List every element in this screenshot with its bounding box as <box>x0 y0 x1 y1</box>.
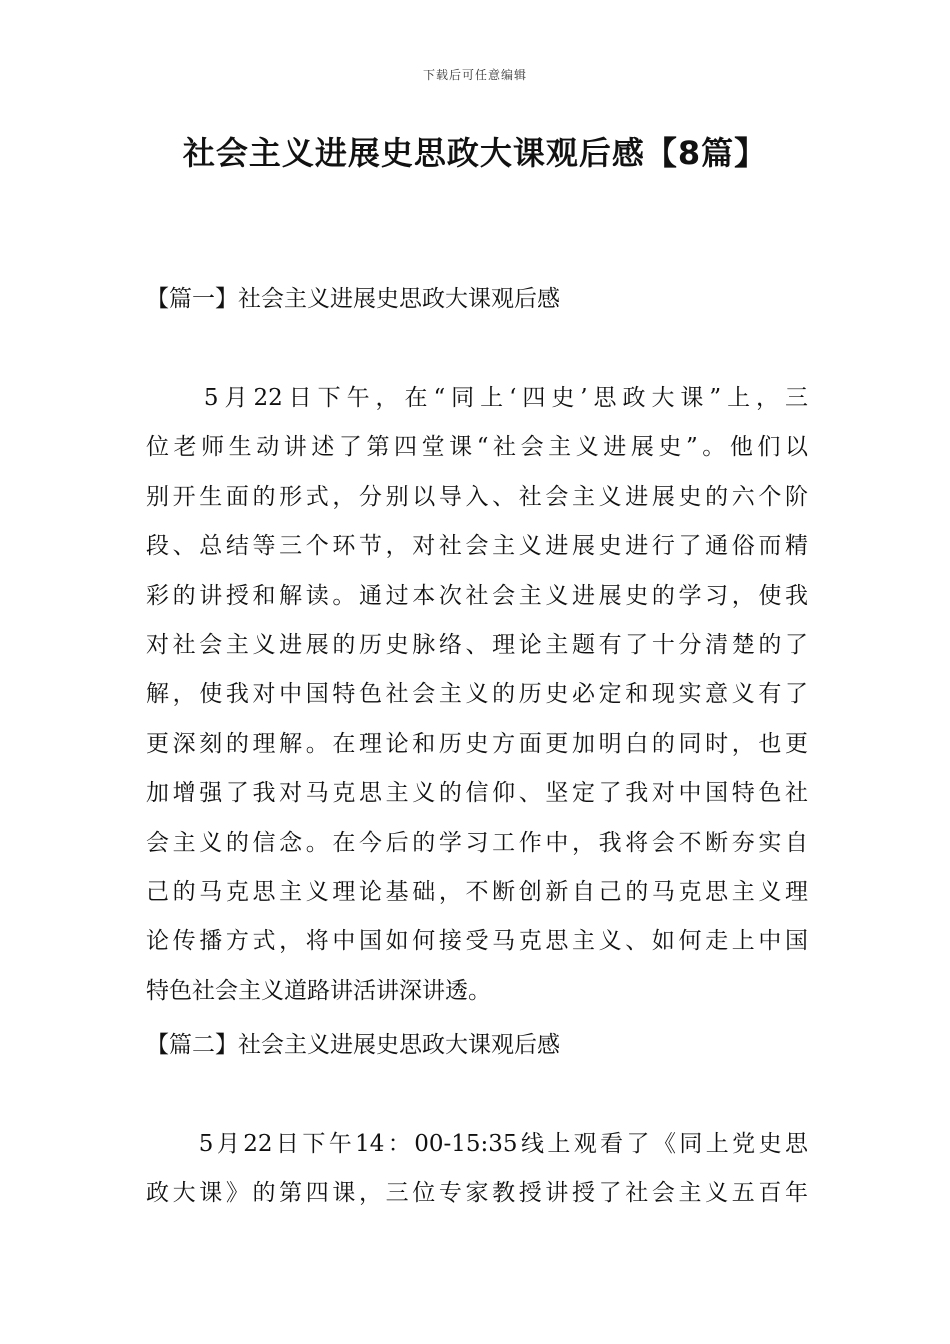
paragraph-line: 5月22日下午，在“同上‘四史’思政大课”上，三 <box>146 385 808 411</box>
section-heading-2: 【篇二】社会主义进展史思政大课观后感 <box>146 1032 560 1058</box>
paragraph-line: 别开生面的形式，分别以导入、社会主义进展史的六个阶 <box>146 483 808 510</box>
paragraph-line: 政大课》的第四课，三位专家教授讲授了社会主义五百年 <box>146 1180 808 1207</box>
section-body-2 <box>146 1120 808 1219</box>
paragraph-line: 对社会主义进展的历史脉络、理论主题有了十分清楚的了 <box>146 631 808 658</box>
header-note: 下载后可任意编辑 <box>422 68 527 82</box>
paragraph-line: 己的马克思主义理论基础，不断创新自己的马克思主义理 <box>146 878 808 905</box>
section-heading-1: 【篇一】社会主义进展史思政大课观后感 <box>146 286 560 312</box>
paragraph-line: 段、总结等三个环节，对社会主义进展史进行了通俗而精 <box>146 533 808 560</box>
paragraph-line: 论传播方式，将中国如何接受马克思主义、如何走上中国 <box>146 928 808 955</box>
document-title: 社会主义进展史思政大课观后感【8篇】 <box>182 134 768 172</box>
paragraph-line: 加增强了我对马克思主义的信仰、坚定了我对中国特色社 <box>146 780 808 807</box>
paragraph-line: 会主义的信念。在今后的学习工作中，我将会不断夯实自 <box>146 829 808 856</box>
paragraph-line: 特色社会主义道路讲活讲深讲透。 <box>146 977 491 1004</box>
paragraph-line: 解，使我对中国特色社会主义的历史必定和现实意义有了 <box>146 681 808 708</box>
paragraph-line: 位老师生动讲述了第四堂课“社会主义进展史”。他们以 <box>146 434 808 461</box>
paragraph-line: 更深刻的理解。在理论和历史方面更加明白的同时，也更 <box>146 730 808 757</box>
paragraph-line: 彩的讲授和解读。通过本次社会主义进展史的学习，使我 <box>146 582 808 609</box>
paragraph-line: 5月22日下午14：00-15:35线上观看了《同上党史思 <box>146 1131 808 1157</box>
section-body-1 <box>146 374 808 1016</box>
